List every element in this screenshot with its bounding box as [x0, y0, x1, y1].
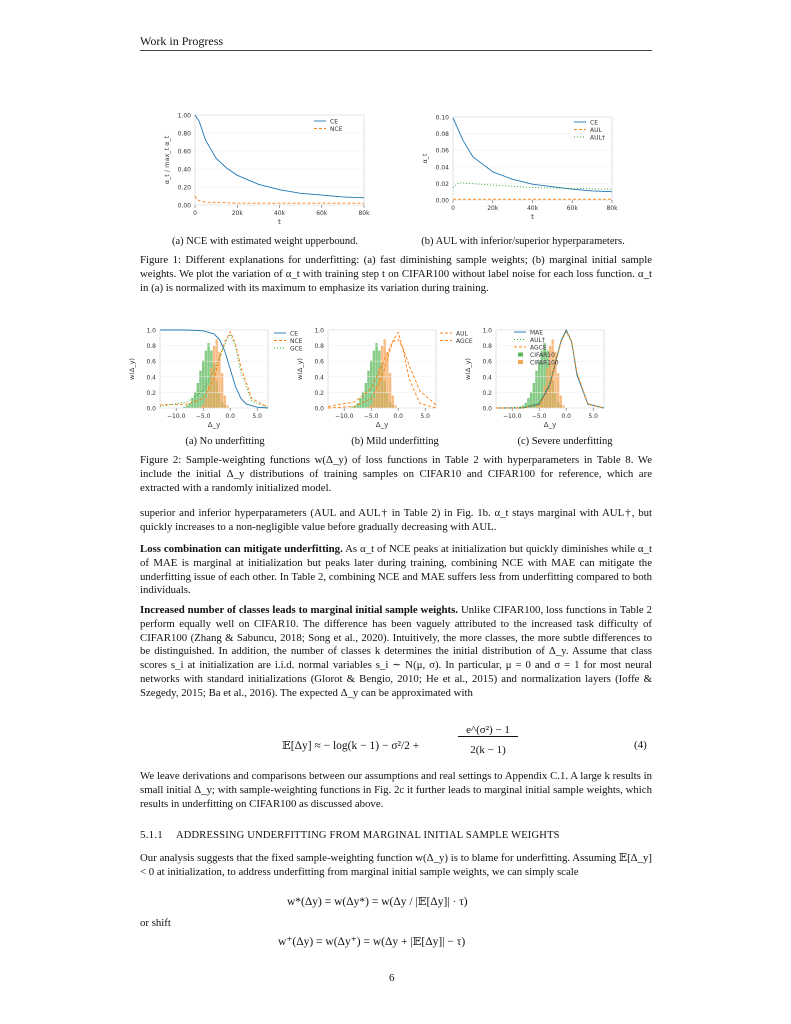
series-line-nce: [195, 196, 364, 203]
histogram-bar-cifar10: [202, 361, 204, 408]
figure1b-caption: (b) AUL with inferior/superior hyperparameters.: [421, 236, 625, 247]
paragraph-2-title: Loss combination can mitigate underfitting.: [140, 543, 343, 555]
histogram-bar-cifar100: [370, 404, 372, 408]
histogram-bar-cifar100: [383, 339, 385, 408]
y-tick-label: 0.40: [177, 166, 191, 174]
paragraph-3-title: Increased number of classes leads to marginal initial sample weights.: [140, 604, 459, 616]
x-tick-label: 5.0: [252, 413, 262, 420]
y-tick-label: 1.00: [177, 112, 191, 120]
y-tick-label: 0.4: [314, 374, 324, 382]
x-tick-label: −10.0: [503, 413, 522, 420]
x-tick-label: 0.0: [225, 413, 235, 420]
y-tick-label: 0.8: [314, 343, 324, 351]
y-tick-label: 0.00: [435, 197, 449, 205]
histogram-bar-cifar100: [389, 373, 391, 408]
section-number: 5.1.1: [140, 829, 163, 841]
paragraph-1: superior and inferior hyperparameters (AUL and AUL† in Table 2) in Fig. 1b. α_t stays marginal with AUL†, but quickly increases to a non-negligible value before gradually decreasing with AUL.: [140, 507, 652, 533]
histogram-bar-cifar10: [199, 371, 201, 408]
histogram-bar-cifar100: [557, 373, 559, 408]
y-axis-label: w(Δ_y): [128, 358, 136, 380]
figure2a-caption: (a) No underfitting: [185, 436, 265, 447]
y-tick-label: 0.02: [435, 180, 449, 188]
y-tick-label: 0.00: [177, 202, 191, 210]
x-tick-label: 5.0: [420, 413, 430, 420]
y-tick-label: 0.10: [435, 114, 449, 122]
legend-label-ce: CE: [330, 118, 338, 126]
equation-scale: w*(Δy) = w(Δy*) = w(Δy / |𝔼[Δy]| · τ): [287, 896, 468, 908]
x-tick-label: 20k: [487, 205, 499, 212]
figure2-panel-c: [464, 322, 650, 432]
y-tick-label: 0.6: [482, 358, 492, 366]
y-tick-label: 0.80: [177, 130, 191, 138]
x-tick-label: 0.0: [561, 413, 571, 420]
y-tick-label: 0.06: [435, 147, 449, 155]
histogram-bar-cifar100: [560, 396, 562, 408]
x-axis-label: t: [531, 213, 534, 221]
y-axis-label: w(Δ_y): [464, 358, 472, 380]
x-tick-label: 0.0: [393, 413, 403, 420]
x-axis-label: Δ_y: [375, 421, 389, 429]
histogram-bar-cifar100: [226, 406, 228, 408]
paragraph-2-text: As α_t of NCE peaks at initialization but quickly diminishes while α_t of MAE is marginal at initialization but peaks later during training, combining NCE with MAE can mitigate the underfitting issue of each other. In Table 2, combining NCE and MAE suffers less from underfitting compared to both individuals.: [140, 543, 652, 597]
figure1-panel-a: [150, 105, 380, 235]
x-tick-label: 80k: [606, 205, 618, 212]
x-tick-label: −5.0: [363, 413, 379, 420]
y-tick-label: 1.0: [314, 327, 324, 335]
legend-label-mae: MAE: [530, 329, 544, 337]
y-tick-label: 1.0: [146, 327, 156, 335]
x-tick-label: −5.0: [531, 413, 547, 420]
y-tick-label: 0.04: [435, 164, 449, 172]
or-shift-text: or shift: [140, 917, 171, 929]
figure2-panel-a: [128, 322, 306, 432]
paragraph-5: Our analysis suggests that the fixed sample-weighting function w(Δ_y) is to blame for underfitting. Assuming 𝔼[Δ_y] < 0 at initialization, to address underfitting from marginal initial sample weights, we can simply scale: [140, 852, 652, 878]
legend-label-agce: AGCE: [530, 344, 547, 352]
y-tick-label: 0.2: [314, 389, 324, 397]
histogram-bar-cifar100: [392, 396, 394, 408]
x-tick-label: 40k: [526, 205, 539, 212]
y-tick-label: 0.2: [482, 389, 492, 397]
legend-swatch-cifar10: [518, 353, 523, 357]
x-axis-label: Δ_y: [207, 421, 221, 429]
histogram-bar-cifar10: [538, 361, 540, 408]
equation-4-denominator: 2(k − 1): [470, 744, 506, 756]
x-tick-label: 60k: [566, 205, 578, 212]
y-axis-label: w(Δ_y): [296, 358, 304, 380]
y-tick-label: 0.4: [482, 374, 492, 382]
histogram-bar-cifar100: [205, 398, 207, 408]
x-tick-label: 40k: [273, 210, 286, 217]
legend-label-ce: CE: [590, 119, 598, 127]
figure2b-caption: (b) Mild underfitting: [351, 436, 439, 447]
histogram-bar-cifar10: [535, 371, 537, 408]
running-header: Work in Progress: [140, 34, 224, 48]
x-tick-label: −10.0: [167, 413, 186, 420]
legend-label-gce: GCE: [290, 345, 303, 353]
legend-label-cifar10: CIFAR10: [530, 352, 555, 359]
y-axis-label: α_t: [421, 153, 429, 164]
legend-label-nce: NCE: [290, 338, 303, 345]
histogram-bar-cifar10: [359, 398, 361, 408]
histogram-bar-cifar100: [221, 373, 223, 408]
y-tick-label: 0.8: [482, 343, 492, 351]
x-tick-label: 0: [193, 210, 197, 217]
y-tick-label: 0.08: [435, 131, 449, 139]
histogram-bar-cifar10: [186, 406, 188, 408]
x-axis-label: t: [278, 218, 281, 226]
legend-label-nce: NCE: [330, 126, 343, 133]
paragraph-2: [140, 543, 652, 598]
equation-4-number: (4): [634, 739, 647, 751]
y-tick-label: 0.4: [146, 374, 156, 382]
y-tick-label: 0.0: [482, 405, 492, 413]
histogram-bar-cifar100: [378, 368, 380, 408]
histogram-bar-cifar10: [370, 361, 372, 408]
x-tick-label: 5.0: [588, 413, 598, 420]
y-tick-label: 1.0: [482, 327, 492, 335]
histogram-bar-cifar100: [210, 368, 212, 408]
x-axis-label: Δ_y: [543, 421, 557, 429]
figure1-panel-b: [408, 105, 638, 235]
histogram-bar-cifar10: [188, 403, 190, 408]
figure1a-caption: (a) NCE with estimated weight upperbound.: [171, 236, 359, 247]
legend-label-aul: AUL: [456, 330, 468, 338]
figure2-caption: Figure 2: Sample-weighting functions w(Δ_y) of loss functions in Table 2 with hyperparameters in Table 8. We include the initial Δ_y distributions of training samples on CIFAR10 and CIFAR100 for reference, which are extracted with a randomly initialized model.: [140, 454, 652, 494]
histogram-bar-cifar10: [362, 392, 364, 408]
y-axis-label: α_t / max_t α_t: [163, 135, 171, 185]
histogram-bar-cifar100: [224, 396, 226, 408]
header-rule: [140, 50, 652, 51]
y-tick-label: 0.0: [314, 405, 324, 413]
x-tick-label: −10.0: [335, 413, 354, 420]
y-tick-label: 0.20: [177, 184, 191, 192]
y-tick-label: 0.6: [146, 358, 156, 366]
histogram-bar-cifar100: [373, 398, 375, 408]
legend-swatch-cifar100: [518, 360, 523, 364]
histogram-bar-cifar100: [202, 404, 204, 408]
x-tick-label: 0: [451, 205, 455, 212]
section-title: ADDRESSING UNDERFITTING FROM MARGINAL INITIAL SAMPLE WEIGHTS: [175, 830, 560, 841]
y-tick-label: 0.8: [146, 343, 156, 351]
histogram-bar-cifar10: [194, 392, 196, 408]
x-tick-label: 20k: [231, 210, 243, 217]
series-line-ce: [453, 118, 612, 192]
paragraph-3-text: Unlike CIFAR100, loss functions in Table 2 perform equally well on CIFAR10. The difference has been vaguely attributed to the increased task difficulty of CIFAR100 (Zhang & Sabuncu, 2018; Song et al., 2020). Intuitively, the more classes, the more subtle differences to be distinguished. In addition, the number of classes k determines the initial distribution of Δ_y. Assume that class scores s_i at initialization are i.i.d. normal variables s_i ∼ N(μ, σ). In particular, μ = 0 and σ = 1 for most neural networks with standard initializations (Glorot & Bengio, 2010; He et al., 2015) and normalization layers (Ioffe & Szegedy, 2015; Ba et al., 2016). The expected Δ_y can be approximated with: [140, 604, 653, 699]
histogram-bar-cifar10: [367, 371, 369, 408]
legend-label-agce: AGCE: [456, 338, 473, 345]
histogram-bar-cifar10: [356, 403, 358, 408]
x-tick-label: 60k: [316, 210, 328, 217]
equation-4-lhs: 𝔼[Δy] ≈ − log(k − 1) − σ²/2 +: [282, 740, 420, 752]
legend-label-aul-dagger: AUL†: [530, 337, 545, 344]
section-heading: [140, 829, 560, 841]
figure1-caption: Figure 1: Different explanations for underfitting: (a) fast diminishing sample weights; (b) marginal initial sample weights. We plot the variation of α_t with training step t on CIFAR100 without label noise for each loss function. α_t in (a) is normalized with its maximum to emphasize its variation during training.: [140, 254, 652, 294]
legend-label-aul: AUL: [590, 127, 602, 134]
paragraph-4: We leave derivations and comparisons between our assumptions and real settings to Appendix C.1. A large k results in small initial Δ_y; with sample-weighting functions in Fig. 2c it further leads to marginal initial sample weights, which results in underfitting on CIFAR100 as discussed above.: [140, 770, 652, 810]
y-tick-label: 0.6: [314, 358, 324, 366]
histogram-bar-cifar100: [394, 406, 396, 408]
legend-label-cifar100: CIFAR100: [530, 359, 559, 367]
x-tick-label: 80k: [358, 210, 370, 217]
paragraph-3: [140, 604, 652, 701]
x-tick-label: −5.0: [195, 413, 211, 420]
figure2c-caption: (c) Severe underfitting: [517, 436, 613, 447]
y-tick-label: 0.60: [177, 148, 191, 156]
y-tick-label: 0.2: [146, 389, 156, 397]
legend-label-ce: CE: [290, 330, 298, 338]
equation-shift: w⁺(Δy) = w(Δy⁺) = w(Δy + |𝔼[Δy]| − τ): [278, 936, 466, 948]
histogram-bar-cifar100: [562, 406, 564, 408]
y-tick-label: 0.0: [146, 405, 156, 413]
equation-4-numerator: e^(σ²) − 1: [458, 724, 518, 737]
page-number: 6: [389, 972, 395, 984]
legend-label-aul-dagger: AUL†: [590, 134, 605, 142]
histogram-bar-cifar10: [365, 383, 367, 408]
